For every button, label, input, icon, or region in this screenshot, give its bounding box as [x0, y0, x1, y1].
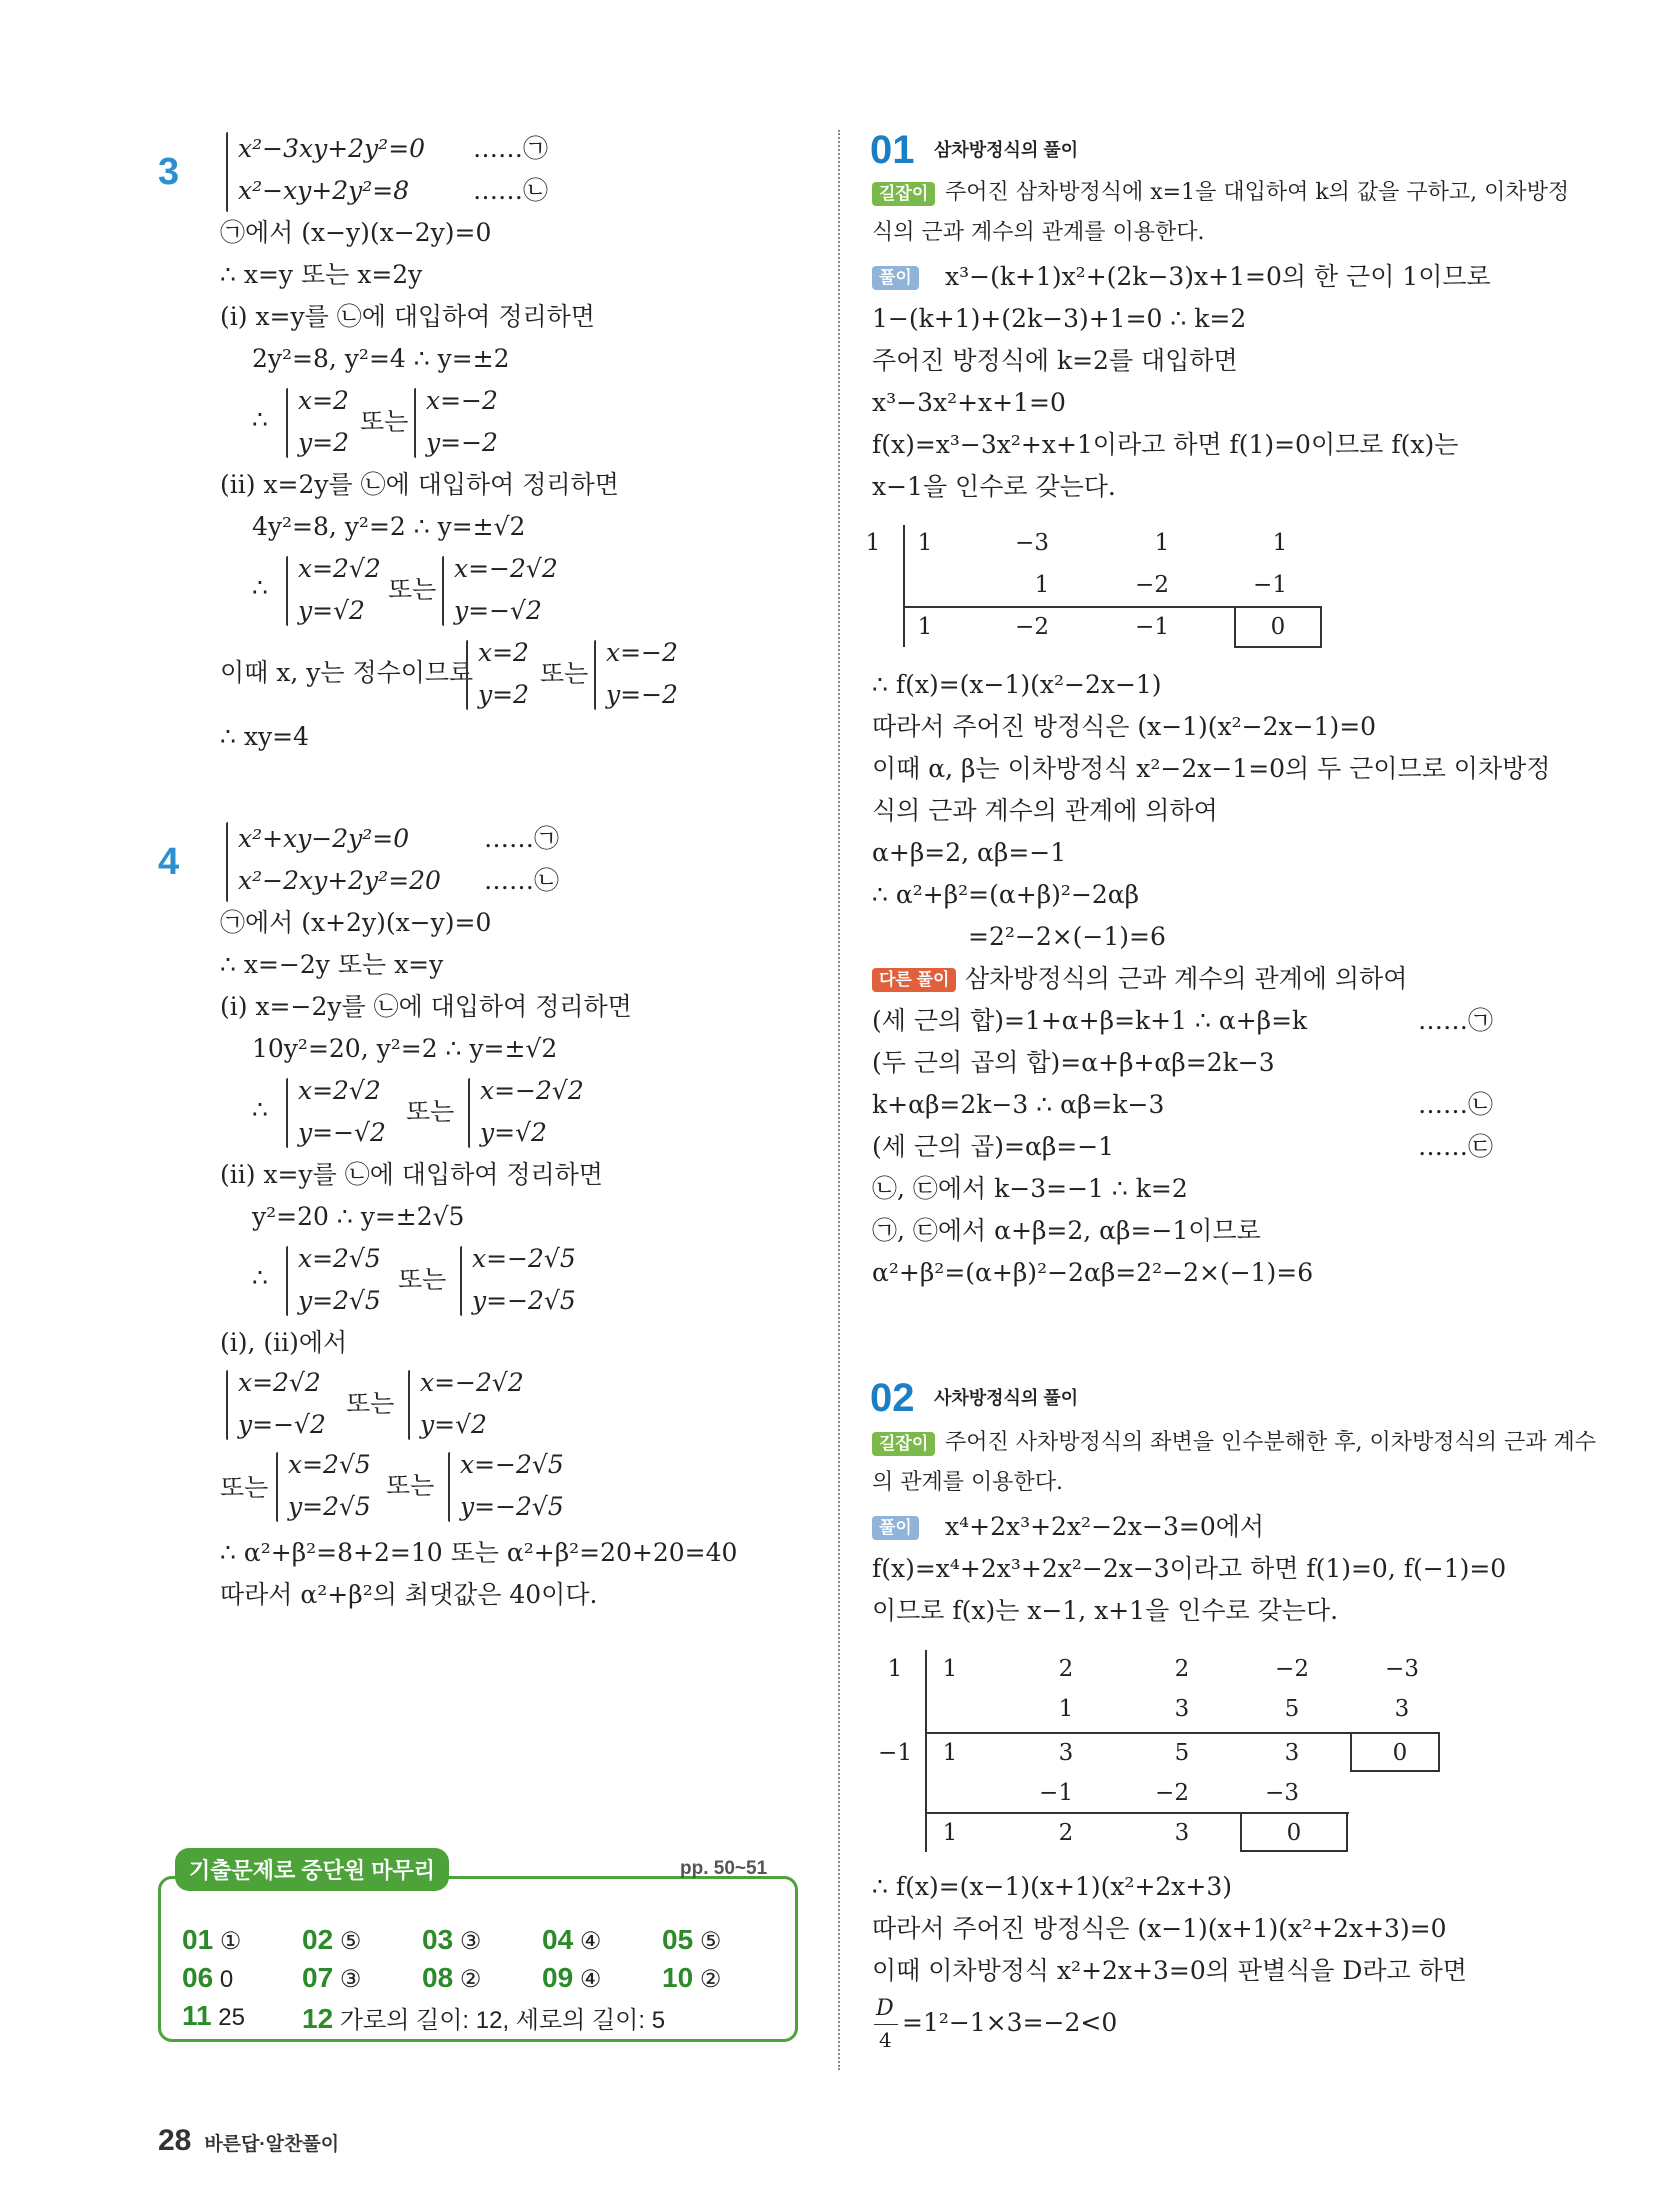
- case-brace: [276, 1452, 278, 1522]
- page-number: 28: [158, 2124, 192, 2157]
- equation-marker: ……㉢: [1418, 1132, 1494, 1161]
- answer-item: 11 25: [182, 2000, 245, 2031]
- text-line: (i), (ii)에서: [220, 1328, 348, 1357]
- division-cell: −1: [1135, 614, 1169, 640]
- or-text: 또는: [220, 1473, 269, 1502]
- or-text: 또는: [540, 659, 589, 688]
- text-line: 따라서 주어진 방정식은 (x−1)(x²−2x−1)=0: [872, 712, 1377, 741]
- division-cell: 1: [1272, 530, 1288, 556]
- division-cell: 5: [1174, 1740, 1190, 1766]
- guide-text: 주어진 삼차방정식에 x=1을 대입하여 k의 값을 구하고, 이차방정: [945, 180, 1570, 205]
- text-line: x⁴+2x³+2x²−2x−3=0에서: [945, 1512, 1265, 1541]
- solution-tag: 풀이: [872, 1516, 919, 1540]
- text-line: ㉠에서 (x+2y)(x−y)=0: [220, 908, 492, 937]
- text-line: 따라서 주어진 방정식은 (x−1)(x+1)(x²+2x+3)=0: [872, 1914, 1447, 1943]
- text-line: (ii) x=y를 ㉡에 대입하여 정리하면: [220, 1160, 603, 1189]
- division-root: 1: [865, 530, 881, 556]
- text-line: x³−(k+1)x²+(2k−3)x+1=0의 한 근이 1이므로: [945, 262, 1491, 291]
- text-line: (i) x=y를 ㉡에 대입하여 정리하면: [220, 302, 595, 331]
- case-brace: [442, 556, 444, 626]
- division-cell: 2: [1058, 1656, 1074, 1682]
- equation: x²+xy−2y²=0: [238, 824, 410, 853]
- text-line: α+β=2, αβ=−1: [872, 838, 1067, 867]
- division-cell: 1: [917, 614, 933, 640]
- fraction-denominator: 4: [879, 2028, 892, 2052]
- case-value: x=2: [478, 638, 529, 667]
- remainder-cell: 0: [1392, 1740, 1408, 1766]
- text-line: ∴ α²+β²=8+2=10 또는 α²+β²=20+20=40: [220, 1538, 738, 1567]
- division-cell: −2: [1015, 614, 1049, 640]
- therefore-symbol: ∴: [252, 573, 268, 602]
- alternative-tag: 다른 풀이: [872, 968, 956, 992]
- therefore-symbol: ∴: [252, 405, 268, 434]
- equation: x²−xy+2y²=8: [238, 176, 410, 205]
- division-cell: 1: [1034, 572, 1050, 598]
- text-line: (세 근의 곱)=αβ=−1: [872, 1132, 1115, 1161]
- case-value: x=−2√2: [420, 1368, 524, 1397]
- division-cell: 1: [1058, 1696, 1074, 1722]
- section-title: 사차방정식의 풀이: [934, 1388, 1079, 1408]
- page-footer: [158, 2124, 339, 2158]
- text-line: ∴ x=y 또는 x=2y: [220, 260, 423, 289]
- case-brace: [226, 1370, 228, 1440]
- case-value: x=2√2: [298, 554, 381, 583]
- equation-marker: ……㉠: [473, 134, 549, 163]
- answer-item: 01 ①: [182, 1924, 242, 1955]
- text-line: k+αβ=2k−3 ∴ αβ=k−3: [872, 1090, 1165, 1119]
- text-line: 이때 이차방정식 x²+2x+3=0의 판별식을 D라고 하면: [872, 1956, 1467, 1985]
- text-line: f(x)=x⁴+2x³+2x²−2x−3이라고 하면 f(1)=0, f(−1)=0: [872, 1554, 1507, 1583]
- or-text: 또는: [398, 1265, 447, 1294]
- division-cell: −1: [1039, 1780, 1073, 1806]
- text-line: ㉡, ㉢에서 k−3=−1 ∴ k=2: [872, 1174, 1188, 1203]
- text-line: α²+β²=(α+β)²−2αβ=2²−2×(−1)=6: [872, 1258, 1314, 1287]
- case-value: x=2√5: [298, 1244, 381, 1273]
- therefore-symbol: ∴: [252, 1095, 268, 1124]
- text-line: ∴ f(x)=(x−1)(x²−2x−1): [872, 670, 1162, 699]
- case-value: y=2: [478, 680, 529, 709]
- answer-box-pages: pp. 50~51: [680, 1858, 768, 1879]
- answer-item: 08 ②: [422, 1962, 482, 1993]
- text-line: 이때 x, y는 정수이므로: [220, 658, 474, 687]
- division-cell: 2: [1058, 1820, 1074, 1846]
- text-line: ㉠, ㉢에서 α+β=2, αβ=−1이므로: [872, 1216, 1261, 1245]
- remainder-cell: 0: [1286, 1820, 1302, 1846]
- section-title: 삼차방정식의 풀이: [934, 140, 1079, 160]
- case-value: y=−2: [426, 428, 498, 457]
- text-line: (세 근의 합)=1+α+β=k+1 ∴ α+β=k: [872, 1006, 1308, 1035]
- answer-item: 03 ③: [422, 1924, 482, 1955]
- division-cell: 5: [1284, 1696, 1300, 1722]
- or-text: 또는: [386, 1471, 435, 1500]
- answer-item: 04 ④: [542, 1924, 602, 1955]
- text-line: 10y²=20, y²=2 ∴ y=±√2: [252, 1034, 558, 1063]
- division-cell: 3: [1058, 1740, 1074, 1766]
- equation: x²−3xy+2y²=0: [238, 134, 426, 163]
- text-line: =2²−2×(−1)=6: [968, 922, 1166, 951]
- case-brace: [286, 1078, 288, 1148]
- text-line: f(x)=x³−3x²+x+1이라고 하면 f(1)=0이므로 f(x)는: [872, 430, 1459, 459]
- division-cell: −3: [1265, 1780, 1299, 1806]
- text-line: ∴ f(x)=(x−1)(x+1)(x²+2x+3): [872, 1872, 1233, 1901]
- division-cell: −3: [1385, 1656, 1419, 1682]
- case-brace: [468, 1078, 470, 1148]
- guide-tag: 길잡이: [872, 182, 935, 206]
- case-value: x=2√2: [238, 1368, 321, 1397]
- case-brace: [286, 556, 288, 626]
- case-value: y=2√5: [288, 1492, 371, 1521]
- answer-item: 12 가로의 길이: 12, 세로의 길이: 5: [302, 2003, 666, 2034]
- text-line: y²=20 ∴ y=±2√5: [252, 1202, 465, 1231]
- answer-item: 07 ③: [302, 1962, 362, 1993]
- text-line: ∴ α²+β²=(α+β)²−2αβ: [872, 880, 1140, 909]
- case-value: y=−√2: [454, 596, 542, 625]
- text-line: 4y²=8, y²=2 ∴ y=±√2: [252, 512, 526, 541]
- answer-item: 10 ②: [662, 1962, 722, 1993]
- section-number: 02: [870, 1376, 915, 1420]
- case-brace: [414, 388, 416, 458]
- answer-item: 02 ⑤: [302, 1924, 362, 1955]
- equation-marker: ……㉡: [473, 176, 549, 205]
- problem-number: 4: [158, 841, 180, 883]
- case-value: x=2√2: [298, 1076, 381, 1105]
- or-text: 또는: [346, 1389, 395, 1418]
- case-value: y=2√5: [298, 1286, 381, 1315]
- case-value: y=2: [298, 428, 349, 457]
- or-text: 또는: [406, 1097, 455, 1126]
- division-cell: 1: [1154, 530, 1170, 556]
- solution-tag: 풀이: [872, 266, 919, 290]
- answer-item: 06 0: [182, 1962, 234, 1993]
- case-value: y=√2: [298, 596, 365, 625]
- text-line: 1−(k+1)+(2k−3)+1=0 ∴ k=2: [872, 304, 1247, 333]
- division-cell: −1: [1253, 572, 1287, 598]
- text-line: x³−3x²+x+1=0: [872, 388, 1066, 417]
- answer-item: 09 ④: [542, 1962, 602, 1993]
- case-brace: [594, 640, 596, 710]
- division-cell: 1: [942, 1820, 958, 1846]
- equation-marker: ……㉡: [484, 866, 560, 895]
- guide-text: 의 관계를 이용한다.: [872, 1470, 1063, 1495]
- book-title: 바른답·알찬풀이: [204, 2134, 340, 2155]
- division-cell: 3: [1394, 1696, 1410, 1722]
- remainder-cell: 0: [1270, 614, 1286, 640]
- text-line: 이때 α, β는 이차방정식 x²−2x−1=0의 두 근이므로 이차방정: [872, 754, 1551, 783]
- system-brace: [226, 132, 228, 212]
- case-brace: [448, 1452, 450, 1522]
- text-line: 이므로 f(x)는 x−1, x+1을 인수로 갖는다.: [872, 1596, 1339, 1625]
- division-cell: −3: [1015, 530, 1049, 556]
- answer-box-label: 기출문제로 중단원 마무리: [175, 1848, 449, 1891]
- division-cell: 1: [942, 1656, 958, 1682]
- equation-marker: ……㉠: [1418, 1006, 1494, 1035]
- or-text: 또는: [360, 407, 409, 436]
- division-cell: 1: [917, 530, 933, 556]
- therefore-symbol: ∴: [252, 1263, 268, 1292]
- text-line: ∴ xy=4: [220, 722, 309, 751]
- answer-item: 05 ⑤: [662, 1924, 722, 1955]
- guide-tag: 길잡이: [872, 1432, 935, 1456]
- text-line: 식의 근과 계수의 관계에 의하여: [872, 796, 1218, 825]
- division-root: 1: [887, 1656, 903, 1682]
- case-brace: [286, 1246, 288, 1316]
- case-value: y=−√2: [238, 1410, 326, 1439]
- equation-marker: ……㉡: [1418, 1090, 1494, 1119]
- case-value: y=−2√5: [460, 1492, 564, 1521]
- division-cell: 1: [942, 1740, 958, 1766]
- case-value: y=−2: [606, 680, 678, 709]
- division-cell: 2: [1174, 1656, 1190, 1682]
- guide-text: 식의 근과 계수의 관계를 이용한다.: [872, 220, 1205, 245]
- case-value: x=2: [298, 386, 349, 415]
- division-cell: −2: [1275, 1656, 1309, 1682]
- division-cell: −2: [1135, 572, 1169, 598]
- division-cell: 3: [1284, 1740, 1300, 1766]
- case-brace: [408, 1370, 410, 1440]
- case-brace: [286, 388, 288, 458]
- equation: x²−2xy+2y²=20: [238, 866, 441, 895]
- column-divider: [838, 130, 840, 2070]
- case-value: y=√2: [480, 1118, 547, 1147]
- case-value: x=−2√2: [454, 554, 558, 583]
- division-root: −1: [878, 1740, 912, 1766]
- text-line: ∴ x=−2y 또는 x=y: [220, 950, 444, 979]
- division-cell: −2: [1155, 1780, 1189, 1806]
- case-value: x=−2: [606, 638, 678, 667]
- fraction-bar: [874, 2024, 898, 2025]
- case-value: x=−2√2: [480, 1076, 584, 1105]
- division-cell: 3: [1174, 1696, 1190, 1722]
- equation-marker: ……㉠: [484, 824, 560, 853]
- text-line: ㉠에서 (x−y)(x−2y)=0: [220, 218, 492, 247]
- case-value: x=−2√5: [472, 1244, 576, 1273]
- text-line: (ii) x=2y를 ㉡에 대입하여 정리하면: [220, 470, 619, 499]
- case-value: y=−√2: [298, 1118, 386, 1147]
- text-line: x−1을 인수로 갖는다.: [872, 472, 1116, 501]
- case-value: x=−2√5: [460, 1450, 564, 1479]
- case-value: y=√2: [420, 1410, 487, 1439]
- section-number: 01: [870, 128, 915, 172]
- text-line: 따라서 α²+β²의 최댓값은 40이다.: [220, 1580, 598, 1609]
- case-value: x=2√5: [288, 1450, 371, 1479]
- fraction-numerator: D: [876, 1996, 894, 2021]
- case-value: x=−2: [426, 386, 498, 415]
- division-cell: 3: [1174, 1820, 1190, 1846]
- problem-number: 3: [158, 151, 180, 193]
- case-brace: [460, 1246, 462, 1316]
- text-line: (두 근의 곱의 합)=α+β+αβ=2k−3: [872, 1048, 1275, 1077]
- or-text: 또는: [388, 575, 437, 604]
- guide-text: 주어진 사차방정식의 좌변을 인수분해한 후, 이차방정식의 근과 계수: [945, 1430, 1597, 1455]
- text-line: 삼차방정식의 근과 계수의 관계에 의하여: [965, 964, 1408, 993]
- text-line: 2y²=8, y²=4 ∴ y=±2: [252, 344, 510, 373]
- case-value: y=−2√5: [472, 1286, 576, 1315]
- case-brace: [466, 640, 468, 710]
- text-line: 주어진 방정식에 k=2를 대입하면: [872, 346, 1238, 375]
- system-brace: [226, 822, 228, 902]
- text-line: =1²−1×3=−2<0: [902, 2008, 1118, 2037]
- text-line: (i) x=−2y를 ㉡에 대입하여 정리하면: [220, 992, 632, 1021]
